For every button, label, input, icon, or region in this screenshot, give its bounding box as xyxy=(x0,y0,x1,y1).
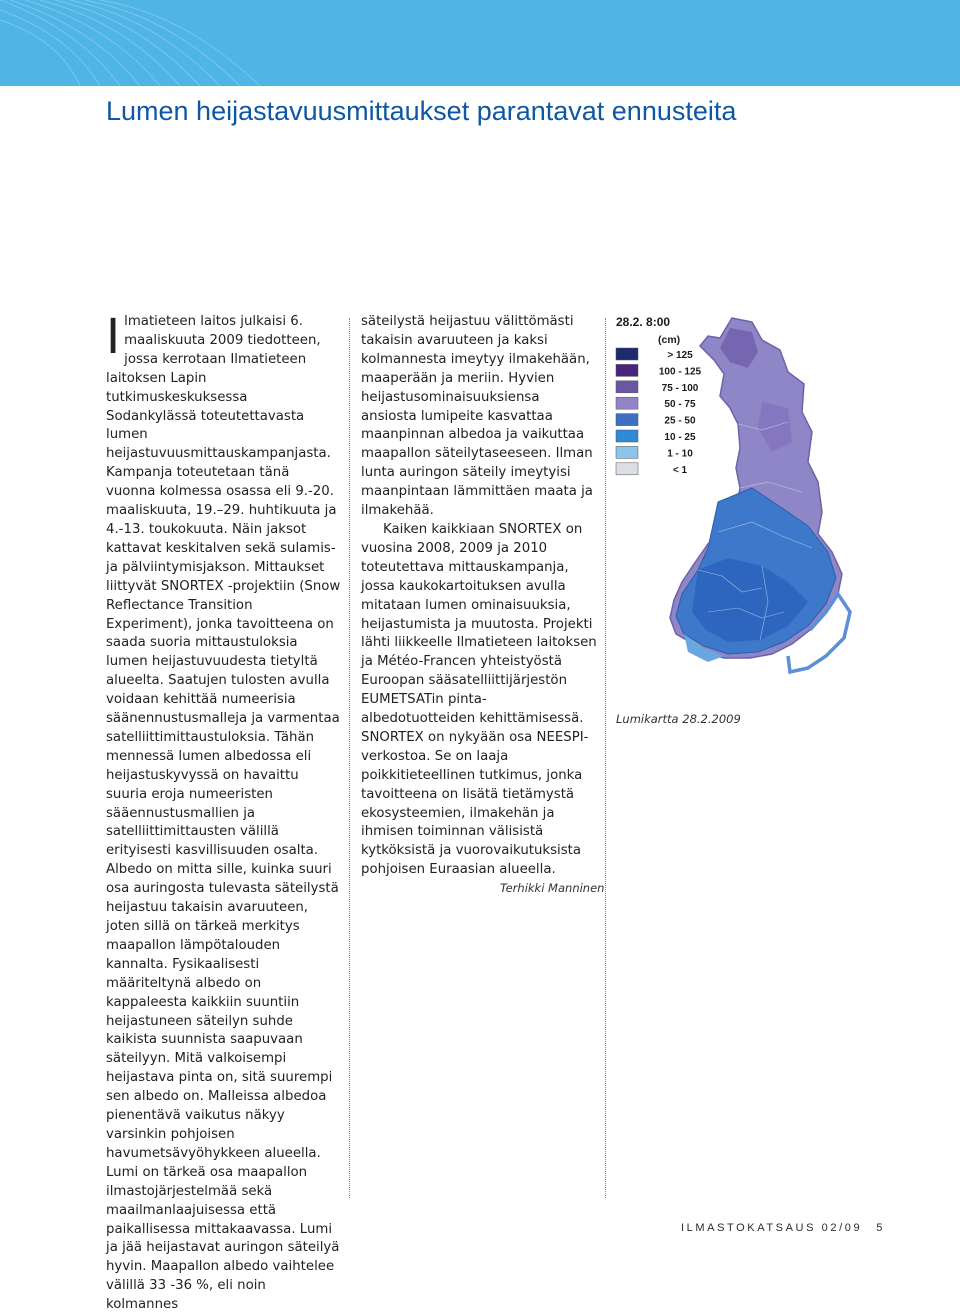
legend-swatch xyxy=(616,348,638,360)
legend-swatch xyxy=(616,463,638,475)
legend-swatch xyxy=(616,430,638,442)
column-divider xyxy=(605,318,606,1198)
legend-label: 50 - 75 xyxy=(664,399,696,411)
map-caption: Lumikartta 28.2.2009 xyxy=(616,712,741,726)
legend-label: 10 - 25 xyxy=(664,432,696,443)
column-2-paragraph-1: säteilystä heijastuu välittömästi takaisin avaruuteen ja kaksi kolmannesta imeytyy ilmakehään, maaperään ja meriin. Hyvien heijastusominaisuuksiensa ansiosta lumipeite kasvattaa maanpinnan albedoa ja vaikuttaa maapallon säteilytaseeseen. Ilman lunta auringon säteily imeytyisi maanpintaan lämmittäen maata ja ilmakehää. xyxy=(361,314,593,519)
drop-cap: I xyxy=(106,309,121,365)
legend-swatch xyxy=(616,364,638,376)
snow-map-graphic xyxy=(612,312,857,707)
legend-label: < 1 xyxy=(672,464,688,476)
snow-depth-map xyxy=(612,312,857,707)
article-column-2 xyxy=(361,313,597,880)
map-unit: (cm) xyxy=(658,334,681,346)
legend-label: 1 - 10 xyxy=(667,448,693,460)
map-timestamp: 28.2. 8:00 xyxy=(616,315,671,329)
column-1-paragraph: lmatieteen laitos julkaisi 6. maaliskuuta 2009 tiedotteen, jossa kerrotaan Ilmatieteen laitoksen Lapin tutkimuskeskuksessa Sodankylässä toteutettavasta lumen heijastuvuusmittauskampanjasta. Kampanja toteutetaan tänä vuonna kolmessa osassa eli 9.-20. maaliskuuta, 19.–29. huhtikuuta ja 4.-13. toukokuuta. Näin jaksot kattavat keskitalven sekä sulamis- ja pälviintymisjakson. Mittaukset liittyvät SNORTEX -projektiin (Snow Reflectance Transition Experiment), jonka tavoitteena on saada suoria mittaustuloksia lumen heijastuvuudesta tietyltä alueelta. Saatujen tulosten avulla voidaan kehittää numeerisia säänennustusmalleja ja varmentaa satelliittimittaustuloksia. Tähän mennessä lumen albedossa eli heijastuskyvyssä on havaittu suuria eroja numeeristen sääennustusmallien ja satelliittimittausten välillä erityisesti kasvillisuuden osalta. Albedo on mitta sille, kuinka suuri osa auringosta tulevasta säteilystä heijastuu takaisin avaruuteen, joten sillä on tärkeä merkitys maapallon lämpötalouden kannalta. Fysikaalisesti määriteltynä albedo on kappaleesta kaikkiin suuntiin heijastuneen säteilyn suhde kaikista suunnista saapuvaan säteilyyn. Mitä valkoisempi heijastava pinta on, sitä suurempi sen albedo on. Malleissa albedoa pienentävä vaikutus näkyy varsinkin pohjoisen havumetsävyöhykkeen alueella. Lumi on tärkeä osa maapallon ilmastojärjestelmää sekä maailmanlaajuisessa että paikallisessa mittakaavassa. Lumi ja jää heijastavat auringon säteilyä hyvin. Maapallon albedo vaihtelee välillä 33 -36 %, eli noin kolmannes xyxy=(106,314,341,1313)
legend-swatch xyxy=(616,397,638,409)
legend-swatch xyxy=(616,381,638,393)
article-column-1 xyxy=(106,309,342,1315)
legend-swatch xyxy=(616,446,638,458)
column-divider xyxy=(349,318,350,1198)
legend-swatch xyxy=(616,414,638,426)
legend-label: 100 - 125 xyxy=(658,366,702,378)
top-banner xyxy=(0,0,960,86)
legend-label: 75 - 100 xyxy=(661,382,699,394)
publication-name: ILMASTOKATSAUS 02/09 xyxy=(681,1222,863,1234)
legend-label: 25 - 50 xyxy=(664,415,696,427)
article-title: Lumen heijastavuusmittaukset parantavat ennusteita xyxy=(106,96,737,126)
map-legend xyxy=(616,348,702,476)
legend-label: > 125 xyxy=(667,350,693,361)
column-2-paragraph-2: Kaiken kaikkiaan SNORTEX on vuosina 2008, 2009 ja 2010 toteutettava mittauskampanja, jossa kaukokartoituksen avulla mitataan lumen ominaisuuksia, heijastumista ja muutosta. Projekti lähti liikkeelle Ilmatieteen laitoksen ja Météo-Francen yhteistyöstä Euroopan sääsatelliittijärjestön EUMETSATin pinta-albedotuotteiden kehittämisessä. SNORTEX on nykyään osa NEESPI-verkostoa. Se on laaja poikkitieteellinen tutkimus, jonka tavoitteena on lisätä tietämystä ekosysteemien, ilmakehän ja ihmisen toiminnan välisistä kytköksistä ja vuorovaikutuksista pohjoisen Euraasian alueella. xyxy=(361,521,597,878)
author-byline: Terhikki Manninen xyxy=(500,881,605,895)
page-footer xyxy=(681,1222,885,1234)
banner-arcs-decoration xyxy=(0,0,960,86)
page-number: 5 xyxy=(876,1222,885,1234)
